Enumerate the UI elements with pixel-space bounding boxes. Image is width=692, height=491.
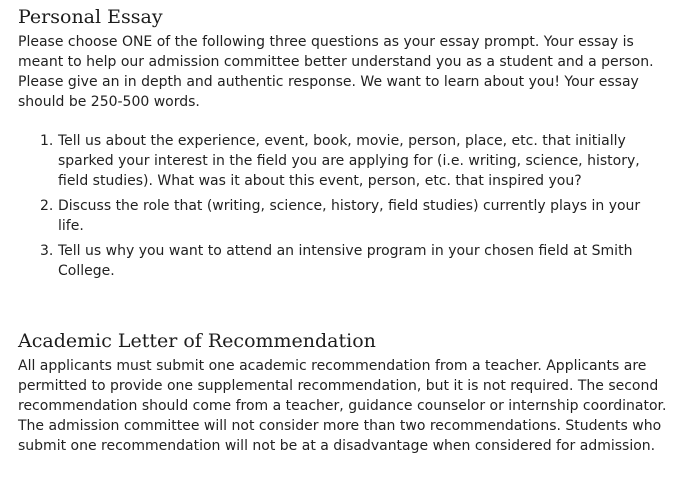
question-text: Discuss the role that (writing, science, history, field studies) currently plays in your life. [58, 198, 641, 234]
personal-essay-intro: Please choose ONE of the following three questions as your essay prompt. Your essay is meant to help our admission committee better understand you as a student and a person. Please give an in depth and authentic response. We want to learn about you! Your essay should be 250-500 words. [18, 34, 654, 110]
essay-question-item [40, 196, 658, 236]
question-number: 2. [40, 198, 54, 214]
essay-question-item [40, 241, 658, 281]
question-text: Tell us about the experience, event, book, movie, person, place, etc. that initially sparked your interest in the field you are applying for (i.e. writing, science, history, field studies). What was it about this event, person, etc. that inspired you? [58, 133, 640, 189]
essay-question-item [40, 131, 658, 191]
essay-question-list [40, 131, 658, 286]
recommendation-body: All applicants must submit one academic recommendation from a teacher. Applicants are permitted to provide one supplemental recommendation, but it is not required. The second recommendation should come from a teacher, guidance counselor or internship coordinator. The admission committee will not consider more than two recommendations. Students who submit one recommendation will not be at a disadvantage when considered for admission. [18, 358, 667, 454]
question-number: 3. [40, 243, 54, 259]
recommendation-heading: Academic Letter of Recommendation [18, 330, 376, 352]
question-number: 1. [40, 133, 54, 149]
question-text: Tell us why you want to attend an intensive program in your chosen field at Smith College. [58, 243, 633, 279]
personal-essay-heading: Personal Essay [18, 6, 163, 28]
